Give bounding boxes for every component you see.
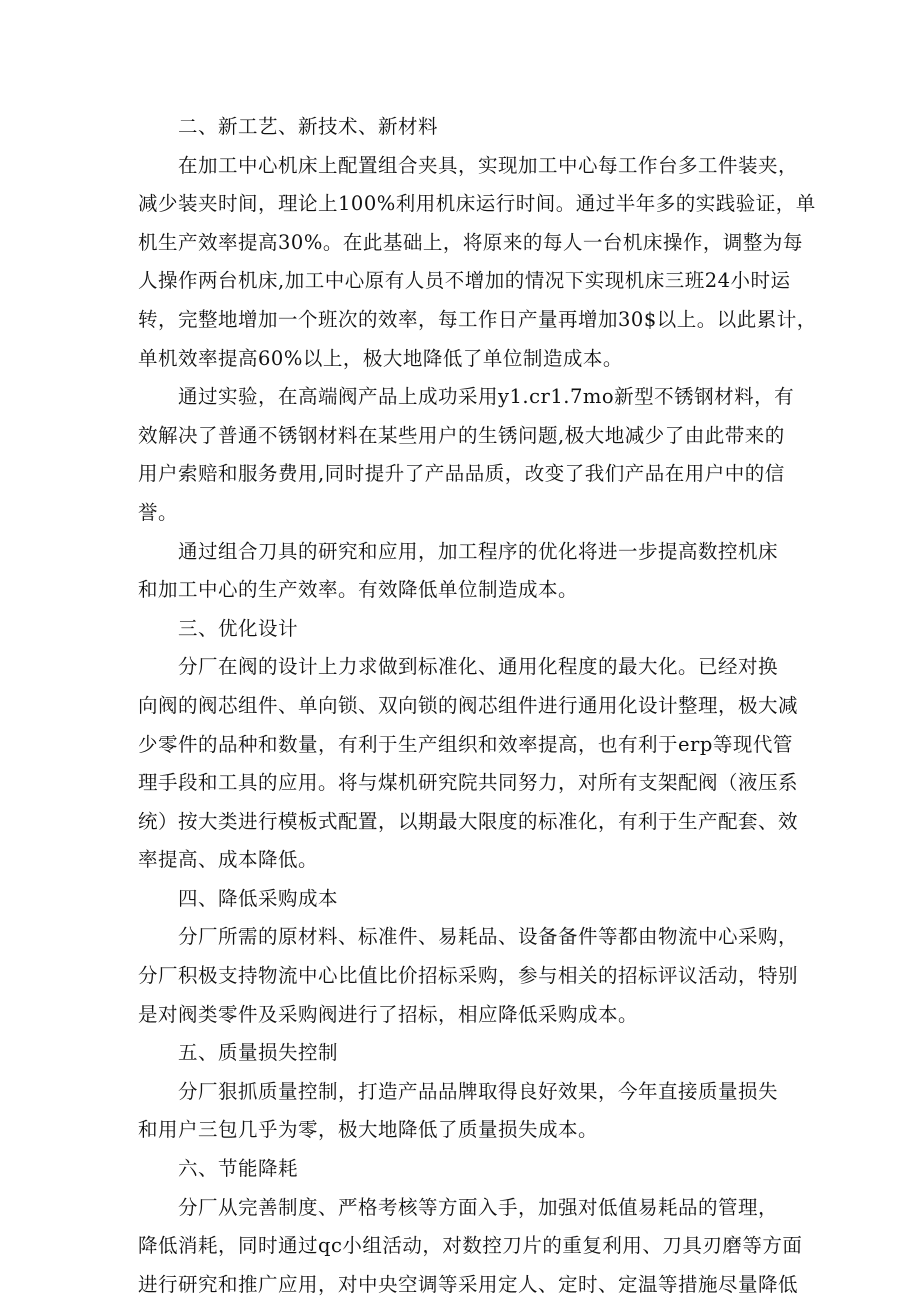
paragraph-line: 和用户三包几乎为零，极大地降低了质量损失成本。 bbox=[138, 1118, 599, 1142]
paragraph-line: 通过实验，在高端阀产品上成功采用y1.cr1.7mo新型不锈钢材料，有 bbox=[178, 385, 795, 409]
section-heading-5: 五、质量损失控制 bbox=[178, 1041, 339, 1065]
paragraph-line: 少零件的品种和数量，有利于生产组织和效率提高，也有利于erp等现代管 bbox=[138, 732, 793, 756]
paragraph-line: 率提高、成本降低。 bbox=[138, 848, 319, 872]
paragraph-line: 分厂在阀的设计上力求做到标准化、通用化程度的最大化。已经对换 bbox=[178, 655, 779, 679]
paragraph-line: 分厂从完善制度、严格考核等方面入手，加强对低值易耗品的管理， bbox=[178, 1195, 779, 1219]
paragraph-line: 进行研究和推广应用，对中央空调等采用定人、定时、定温等措施尽量降低 bbox=[138, 1272, 799, 1296]
paragraph-line: 理手段和工具的应用。将与煤机研究院共同努力，对所有支架配阀（液压系 bbox=[138, 771, 799, 795]
paragraph-line: 减少装夹时间，理论上100%利用机床运行时间。通过半年多的实践验证，单 bbox=[138, 192, 816, 216]
paragraph-line: 分厂狠抓质量控制，打造产品品牌取得良好效果，今年直接质量损失 bbox=[178, 1079, 779, 1103]
paragraph-line: 分厂积极支持物流中心比值比价招标采购，参与相关的招标评议活动，特别 bbox=[138, 964, 799, 988]
paragraph-line: 效解决了普通不锈钢材料在某些用户的生锈问题,极大地减少了由此带来的 bbox=[138, 423, 785, 447]
document-body bbox=[138, 108, 817, 1304]
paragraph-line: 机生产效率提高30%。在此基础上，将原来的每人一台机床操作，调整为每 bbox=[138, 230, 803, 254]
paragraph-line: 用户索赔和服务费用,同时提升了产品品质，改变了我们产品在用户中的信 bbox=[138, 462, 785, 486]
paragraph-line: 和加工中心的生产效率。有效降低单位制造成本。 bbox=[138, 578, 579, 602]
paragraph-line: 分厂所需的原材料、标准件、易耗品、设备备件等都由物流中心采购， bbox=[178, 925, 799, 949]
paragraph-line: 向阀的阀芯组件、单向锁、双向锁的阀芯组件进行通用化设计整理，极大减 bbox=[138, 693, 799, 717]
paragraph-line: 降低消耗，同时通过qc小组活动，对数控刀片的重复利用、刀具刃磨等方面 bbox=[138, 1234, 803, 1258]
paragraph-line: 誉。 bbox=[138, 500, 179, 524]
section-heading-4: 四、降低采购成本 bbox=[178, 886, 339, 910]
paragraph-line: 人操作两台机床,加工中心原有人员不增加的情况下实现机床三班24小时运 bbox=[138, 269, 791, 293]
paragraph-line: 在加工中心机床上配置组合夹具，实现加工中心每工作台多工件装夹， bbox=[178, 153, 799, 177]
paragraph-line: 转，完整地增加一个班次的效率，每工作日产量再增加30$以上。以此累计， bbox=[138, 307, 817, 331]
section-heading-2: 二、新工艺、新技术、新材料 bbox=[178, 115, 439, 138]
paragraph-line: 统）按大类进行模板式配置，以期最大限度的标准化，有利于生产配套、效 bbox=[138, 809, 799, 833]
section-heading-3: 三、优化设计 bbox=[178, 616, 299, 640]
paragraph-line: 是对阀类零件及采购阀进行了招标，相应降低采购成本。 bbox=[138, 1002, 639, 1026]
paragraph-line: 通过组合刀具的研究和应用，加工程序的优化将进一步提高数控机床 bbox=[178, 539, 779, 563]
section-heading-6: 六、节能降耗 bbox=[178, 1157, 299, 1181]
paragraph-line: 单机效率提高60%以上，极大地降低了单位制造成本。 bbox=[138, 346, 623, 370]
